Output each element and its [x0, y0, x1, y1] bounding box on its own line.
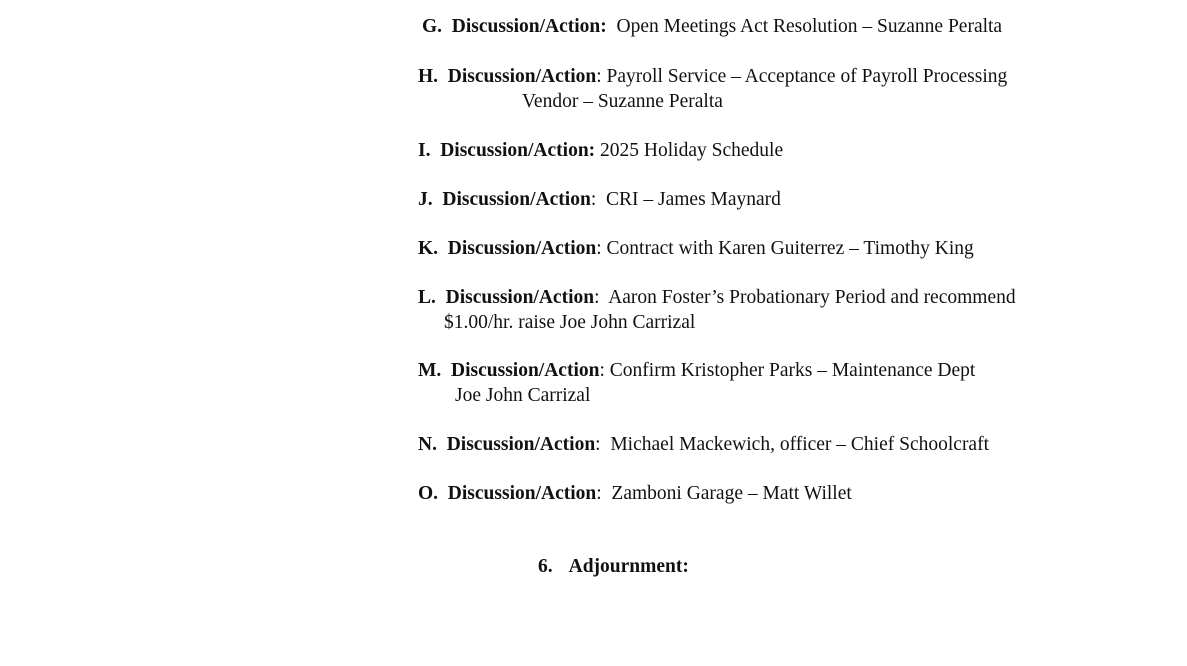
item-letter: N. [418, 434, 447, 455]
agenda-item-g [422, 15, 1002, 39]
item-label: Discussion/Action [440, 140, 589, 161]
item-text: Aaron Foster’s Probationary Period and recommend [608, 287, 1016, 308]
item-label: Discussion/Action [447, 66, 597, 87]
item-label: Discussion/Action [451, 360, 600, 381]
item-letter: M. [418, 360, 452, 381]
item-label: Discussion/Action [451, 16, 601, 37]
item-letter: H. [418, 66, 448, 87]
item-text: 2025 Holiday Schedule [600, 140, 784, 161]
item-text: CRI – James Maynard [606, 189, 781, 210]
agenda-item-h-continuation: Vendor – Suzanne Peralta [522, 91, 723, 112]
agenda-item-i [418, 139, 783, 163]
item-colon: : [594, 287, 609, 308]
item-text: Open Meetings Act Resolution – Suzanne Peralta [616, 16, 1003, 37]
adjournment-heading [538, 555, 689, 579]
item-label: Discussion/Action [442, 189, 591, 210]
item-colon: : [595, 434, 611, 455]
item-letter: I. [418, 140, 441, 161]
agenda-item-m [418, 359, 975, 383]
item-text: Zamboni Garage – Matt Willet [611, 483, 852, 504]
item-letter: K. [418, 238, 448, 259]
agenda-item-o [418, 482, 852, 506]
agenda-item-n [418, 433, 989, 457]
item-colon: : [590, 189, 606, 210]
item-letter: G. [422, 16, 452, 37]
item-colon: : [599, 360, 610, 381]
item-colon: : [588, 140, 601, 161]
item-colon: : [596, 483, 612, 504]
item-label: Discussion/Action [446, 434, 596, 455]
section-number: 6. [538, 556, 553, 577]
agenda-item-j [418, 188, 781, 212]
item-colon: : [600, 16, 617, 37]
agenda-item-l [418, 286, 1016, 310]
item-colon: : [596, 238, 607, 259]
item-text: Confirm Kristopher Parks – Maintenance Dept [609, 360, 976, 381]
item-letter: L. [418, 287, 446, 308]
item-label: Discussion/Action [447, 483, 597, 504]
agenda-item-h [418, 65, 1007, 89]
section-label: Adjournment: [568, 556, 689, 577]
item-text: Payroll Service – Acceptance of Payroll Processing [606, 66, 1008, 87]
item-label: Discussion/Action [447, 238, 597, 259]
item-letter: O. [418, 483, 448, 504]
item-letter: J. [418, 189, 443, 210]
agenda-item-k [418, 237, 974, 261]
item-colon: : [596, 66, 607, 87]
agenda-item-m-continuation: Joe John Carrizal [455, 385, 591, 406]
item-text: Contract with Karen Guiterrez – Timothy King [606, 238, 974, 259]
agenda-item-l-continuation: $1.00/hr. raise Joe John Carrizal [444, 312, 696, 333]
item-label: Discussion/Action [445, 287, 595, 308]
item-text: Michael Mackewich, officer – Chief Schoolcraft [610, 434, 990, 455]
